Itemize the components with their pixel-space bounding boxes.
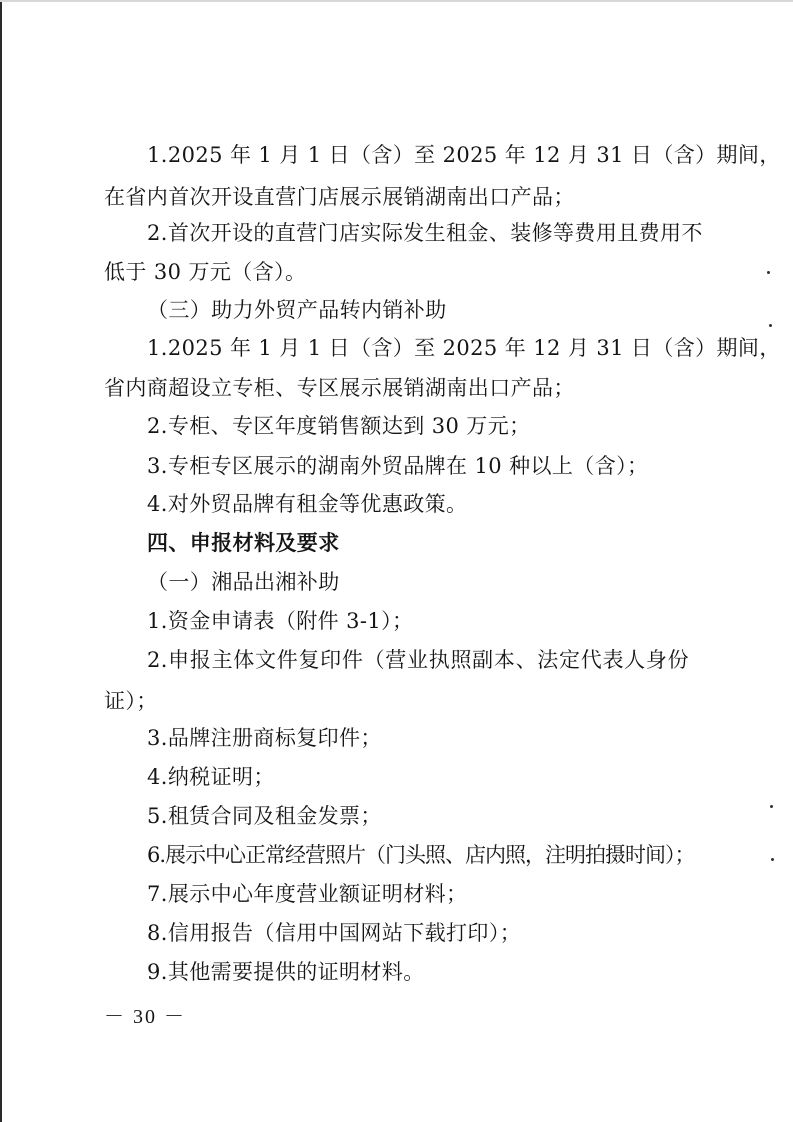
paragraph-line: 8.信用报告（信用中国网站下载打印）； <box>147 921 522 945</box>
scan-speck <box>770 805 773 808</box>
page-number: － 30 － <box>104 1006 186 1028</box>
paragraph-line: 1.2025 年 1 月 1 日（含）至 2025 年 12 月 31 日（含）期间， <box>147 143 781 167</box>
scan-speck <box>771 858 774 861</box>
section-heading: 四、申报材料及要求 <box>147 531 340 555</box>
paragraph-line: 1.2025 年 1 月 1 日（含）至 2025 年 12 月 31 日（含）期间， <box>147 336 781 360</box>
paragraph-line: 3.品牌注册商标复印件； <box>147 726 382 750</box>
paragraph-line: 5.租赁合同及租金发票； <box>147 804 382 828</box>
scan-speck <box>769 324 772 327</box>
paragraph-line: 1.资金申请表（附件 3-1）； <box>147 609 414 633</box>
paragraph-line: 3.专柜专区展示的湖南外贸品牌在 10 种以上（含）； <box>147 454 649 478</box>
paragraph-line: 6.展示中心正常经营照片（门头照、店内照，注明拍摄时间）； <box>147 843 695 867</box>
paragraph-line: 2.申报主体文件复印件（营业执照副本、法定代表人身份 <box>147 648 689 672</box>
scan-speck <box>767 271 770 274</box>
paragraph-line: 2.首次开设的直营门店实际发生租金、装修等费用且费用不 <box>147 221 703 245</box>
paragraph-line: 2.专柜、专区年度销售额达到 30 万元； <box>147 414 531 438</box>
paragraph-line: 4.纳税证明； <box>147 765 275 789</box>
paragraph-line: 9.其他需要提供的证明材料。 <box>147 960 425 984</box>
paragraph-line: 7.展示中心年度营业额证明材料； <box>147 882 468 906</box>
paragraph-line: 低于 30 万元（含）。 <box>104 260 307 284</box>
paragraph-line: 在省内首次开设直营门店展示展销湖南出口产品； <box>104 185 575 209</box>
subsection-heading: （一）湘品出湘补助 <box>147 570 340 594</box>
paragraph-line: 证）； <box>104 689 158 713</box>
paragraph-line: 4.对外贸品牌有租金等优惠政策。 <box>147 492 468 516</box>
subsection-heading: （三）助力外贸产品转内销补助 <box>147 298 447 322</box>
paragraph-line: 省内商超设立专柜、专区展示展销湖南出口产品； <box>104 376 575 400</box>
